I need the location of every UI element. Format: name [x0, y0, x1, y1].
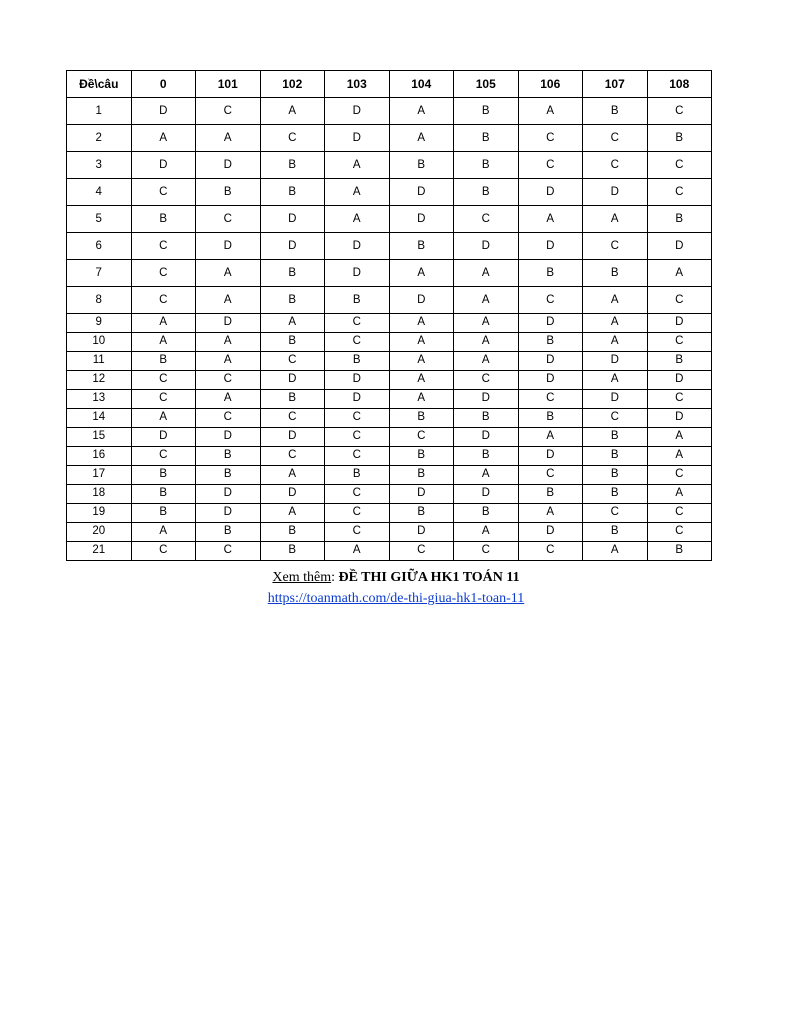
answer-cell: D [260, 428, 325, 447]
answer-cell: D [260, 206, 325, 233]
answer-cell: D [518, 371, 583, 390]
answer-cell: D [518, 523, 583, 542]
answer-cell: B [518, 333, 583, 352]
question-number-cell: 15 [67, 428, 132, 447]
answer-cell: C [518, 152, 583, 179]
answer-cell: B [454, 98, 519, 125]
answer-cell: D [583, 179, 648, 206]
answer-key-table [66, 70, 712, 561]
answer-cell: A [454, 523, 519, 542]
answer-cell: C [583, 409, 648, 428]
answer-cell: C [325, 314, 390, 333]
answer-cell: B [647, 206, 712, 233]
answer-cell: C [196, 371, 261, 390]
answer-cell: C [131, 542, 196, 561]
table-row [67, 287, 712, 314]
answer-cell: D [196, 428, 261, 447]
answer-cell: A [583, 371, 648, 390]
answer-cell: C [196, 542, 261, 561]
answer-cell: D [518, 352, 583, 371]
answer-cell: B [583, 260, 648, 287]
answer-cell: C [131, 371, 196, 390]
answer-cell: C [196, 98, 261, 125]
answer-cell: C [454, 371, 519, 390]
answer-cell: B [196, 523, 261, 542]
answer-cell: D [325, 98, 390, 125]
answer-cell: B [131, 466, 196, 485]
answer-cell: A [196, 333, 261, 352]
answer-cell: C [583, 125, 648, 152]
answer-cell: A [196, 125, 261, 152]
question-number-cell: 4 [67, 179, 132, 206]
header-cell-exam-107: 107 [583, 71, 648, 98]
answer-cell: A [647, 447, 712, 466]
table-row [67, 352, 712, 371]
answer-cell: A [454, 260, 519, 287]
answer-cell: B [454, 447, 519, 466]
answer-cell: C [389, 542, 454, 561]
table-row [67, 466, 712, 485]
answer-cell: D [454, 485, 519, 504]
header-cell-corner: Đề\câu [67, 71, 132, 98]
question-number-cell: 17 [67, 466, 132, 485]
answer-cell: A [454, 466, 519, 485]
question-number-cell: 14 [67, 409, 132, 428]
answer-cell: A [389, 314, 454, 333]
answer-cell: A [389, 260, 454, 287]
header-cell-exam-102: 102 [260, 71, 325, 98]
answer-cell: A [196, 260, 261, 287]
answer-cell: C [325, 333, 390, 352]
answer-cell: D [389, 179, 454, 206]
answer-cell: B [583, 523, 648, 542]
answer-cell: D [260, 233, 325, 260]
answer-cell: D [518, 314, 583, 333]
answer-cell: B [196, 447, 261, 466]
answer-cell: B [389, 466, 454, 485]
answer-cell: A [131, 314, 196, 333]
answer-cell: B [389, 152, 454, 179]
answer-cell: B [583, 466, 648, 485]
answer-cell: A [260, 314, 325, 333]
see-more-label: Xem thêm [272, 570, 332, 585]
answer-cell: B [518, 260, 583, 287]
answer-cell: C [325, 428, 390, 447]
answer-cell: A [260, 504, 325, 523]
answer-cell: B [454, 504, 519, 523]
header-cell-exam-108: 108 [647, 71, 712, 98]
answer-cell: A [325, 206, 390, 233]
answer-cell: D [454, 428, 519, 447]
answer-cell: C [647, 333, 712, 352]
answer-cell: A [131, 125, 196, 152]
answer-cell: B [583, 428, 648, 447]
answer-cell: B [454, 125, 519, 152]
answer-cell: B [454, 152, 519, 179]
answer-cell: B [389, 409, 454, 428]
answer-cell: A [583, 314, 648, 333]
header-cell-exam-101: 101 [196, 71, 261, 98]
answer-cell: C [454, 206, 519, 233]
table-row [67, 447, 712, 466]
answer-cell: D [196, 485, 261, 504]
answer-cell: B [196, 179, 261, 206]
answer-cell: A [518, 428, 583, 447]
question-number-cell: 10 [67, 333, 132, 352]
answer-cell: B [454, 179, 519, 206]
table-row [67, 485, 712, 504]
answer-cell: A [389, 125, 454, 152]
answer-cell: B [260, 152, 325, 179]
see-more-title: ĐỀ THI GIỮA HK1 TOÁN 11 [338, 570, 520, 585]
table-row [67, 523, 712, 542]
answer-cell: D [260, 485, 325, 504]
table-row [67, 390, 712, 409]
question-number-cell: 9 [67, 314, 132, 333]
answer-cell: D [647, 371, 712, 390]
answer-cell: B [518, 485, 583, 504]
question-number-cell: 13 [67, 390, 132, 409]
answer-cell: D [389, 485, 454, 504]
question-number-cell: 12 [67, 371, 132, 390]
answer-cell: B [583, 447, 648, 466]
answer-cell: A [583, 287, 648, 314]
answer-cell: B [260, 542, 325, 561]
answer-cell: D [518, 233, 583, 260]
answer-cell: A [518, 206, 583, 233]
answer-cell: D [325, 125, 390, 152]
answer-cell: B [131, 504, 196, 523]
answer-cell: C [131, 390, 196, 409]
answer-cell: A [583, 542, 648, 561]
see-more-separator: : [331, 570, 339, 585]
table-row [67, 333, 712, 352]
question-number-cell: 20 [67, 523, 132, 542]
answer-cell: D [131, 152, 196, 179]
header-cell-exam-103: 103 [325, 71, 390, 98]
answer-cell: C [647, 179, 712, 206]
answer-cell: B [389, 233, 454, 260]
answer-cell: C [325, 504, 390, 523]
answer-cell: B [260, 260, 325, 287]
answer-cell: A [196, 287, 261, 314]
answer-cell: A [196, 390, 261, 409]
answer-cell: A [454, 314, 519, 333]
answer-cell: B [325, 466, 390, 485]
answer-cell: D [647, 409, 712, 428]
answer-cell: C [518, 287, 583, 314]
table-row [67, 206, 712, 233]
answer-cell: C [647, 152, 712, 179]
answer-cell: C [325, 485, 390, 504]
answer-cell: D [325, 233, 390, 260]
answer-cell: B [454, 409, 519, 428]
answer-cell: A [131, 409, 196, 428]
answer-cell: D [647, 233, 712, 260]
answer-cell: B [325, 287, 390, 314]
answer-cell: D [389, 523, 454, 542]
answer-cell: A [131, 333, 196, 352]
answer-cell: A [260, 98, 325, 125]
answer-cell: C [583, 233, 648, 260]
answer-cell: B [196, 466, 261, 485]
table-row [67, 428, 712, 447]
see-more-line [0, 570, 792, 586]
answer-cell: B [583, 98, 648, 125]
answer-cell: B [260, 390, 325, 409]
question-number-cell: 5 [67, 206, 132, 233]
answer-cell: D [583, 352, 648, 371]
answer-cell: A [389, 98, 454, 125]
answer-cell: A [583, 206, 648, 233]
answer-cell: A [389, 352, 454, 371]
question-number-cell: 8 [67, 287, 132, 314]
answer-cell: B [647, 125, 712, 152]
question-number-cell: 18 [67, 485, 132, 504]
answer-cell: D [389, 287, 454, 314]
answer-cell: C [131, 287, 196, 314]
table-row [67, 409, 712, 428]
answer-cell: B [260, 179, 325, 206]
answer-cell: C [647, 466, 712, 485]
answer-cell: B [131, 206, 196, 233]
see-more-link-line [0, 591, 792, 607]
table-row [67, 504, 712, 523]
header-cell-exam-0: 0 [131, 71, 196, 98]
answer-cell: B [647, 542, 712, 561]
answer-cell: B [518, 409, 583, 428]
table-row [67, 233, 712, 260]
answer-cell: C [260, 409, 325, 428]
answer-cell: C [647, 287, 712, 314]
answer-cell: A [325, 542, 390, 561]
answer-cell: A [518, 98, 583, 125]
question-number-cell: 16 [67, 447, 132, 466]
table-row [67, 260, 712, 287]
question-number-cell: 6 [67, 233, 132, 260]
answer-cell: A [260, 466, 325, 485]
answer-cell: D [325, 260, 390, 287]
answer-cell: B [389, 504, 454, 523]
answer-cell: D [196, 233, 261, 260]
answer-cell: B [131, 485, 196, 504]
answer-cell: D [196, 314, 261, 333]
answer-cell: C [389, 428, 454, 447]
question-number-cell: 1 [67, 98, 132, 125]
answer-cell: C [518, 466, 583, 485]
answer-cell: C [518, 390, 583, 409]
table-body [67, 98, 712, 561]
see-more-link[interactable]: https://toanmath.com/de-thi-giua-hk1-toan-11 [267, 591, 525, 606]
answer-cell: A [131, 523, 196, 542]
answer-cell: B [325, 352, 390, 371]
header-cell-exam-104: 104 [389, 71, 454, 98]
question-number-cell: 19 [67, 504, 132, 523]
table-row [67, 371, 712, 390]
answer-cell: C [325, 523, 390, 542]
answer-cell: A [647, 260, 712, 287]
answer-cell: C [196, 409, 261, 428]
answer-cell: B [260, 287, 325, 314]
answer-cell: C [260, 447, 325, 466]
answer-cell: B [260, 523, 325, 542]
answer-cell: C [647, 523, 712, 542]
answer-cell: C [647, 390, 712, 409]
answer-cell: D [389, 206, 454, 233]
answer-cell: D [196, 504, 261, 523]
answer-cell: A [454, 287, 519, 314]
answer-cell: C [260, 352, 325, 371]
answer-cell: A [518, 504, 583, 523]
question-number-cell: 21 [67, 542, 132, 561]
answer-cell: A [647, 428, 712, 447]
answer-cell: A [389, 333, 454, 352]
answer-cell: D [325, 371, 390, 390]
answer-cell: A [196, 352, 261, 371]
answer-cell: A [454, 333, 519, 352]
table-row [67, 125, 712, 152]
answer-cell: D [260, 371, 325, 390]
answer-cell: C [583, 504, 648, 523]
question-number-cell: 2 [67, 125, 132, 152]
answer-cell: B [583, 485, 648, 504]
answer-cell: D [647, 314, 712, 333]
question-number-cell: 7 [67, 260, 132, 287]
answer-cell: D [583, 390, 648, 409]
table-row [67, 542, 712, 561]
answer-cell: C [131, 447, 196, 466]
table-row [67, 98, 712, 125]
table-row [67, 179, 712, 206]
answer-cell: C [325, 447, 390, 466]
answer-cell: A [325, 179, 390, 206]
answer-cell: B [389, 447, 454, 466]
question-number-cell: 3 [67, 152, 132, 179]
question-number-cell: 11 [67, 352, 132, 371]
answer-cell: A [389, 390, 454, 409]
answer-cell: D [196, 152, 261, 179]
answer-cell: B [260, 333, 325, 352]
answer-cell: C [454, 542, 519, 561]
answer-cell: A [647, 485, 712, 504]
answer-cell: C [131, 260, 196, 287]
answer-cell: C [647, 504, 712, 523]
answer-cell: D [454, 233, 519, 260]
answer-cell: A [583, 333, 648, 352]
table-row [67, 314, 712, 333]
answer-cell: D [518, 179, 583, 206]
answer-cell: C [518, 542, 583, 561]
answer-cell: B [131, 352, 196, 371]
answer-cell: A [325, 152, 390, 179]
answer-cell: C [131, 179, 196, 206]
answer-cell: D [131, 98, 196, 125]
answer-cell: C [518, 125, 583, 152]
table-header-row [67, 71, 712, 98]
answer-cell: D [325, 390, 390, 409]
answer-cell: D [518, 447, 583, 466]
answer-cell: C [196, 206, 261, 233]
answer-cell: C [647, 98, 712, 125]
answer-cell: A [454, 352, 519, 371]
answer-cell: C [131, 233, 196, 260]
answer-cell: C [260, 125, 325, 152]
answer-cell: D [131, 428, 196, 447]
answer-cell: B [647, 352, 712, 371]
answer-cell: A [389, 371, 454, 390]
answer-cell: C [325, 409, 390, 428]
answer-cell: D [454, 390, 519, 409]
header-cell-exam-105: 105 [454, 71, 519, 98]
answer-cell: C [583, 152, 648, 179]
table-row [67, 152, 712, 179]
header-cell-exam-106: 106 [518, 71, 583, 98]
